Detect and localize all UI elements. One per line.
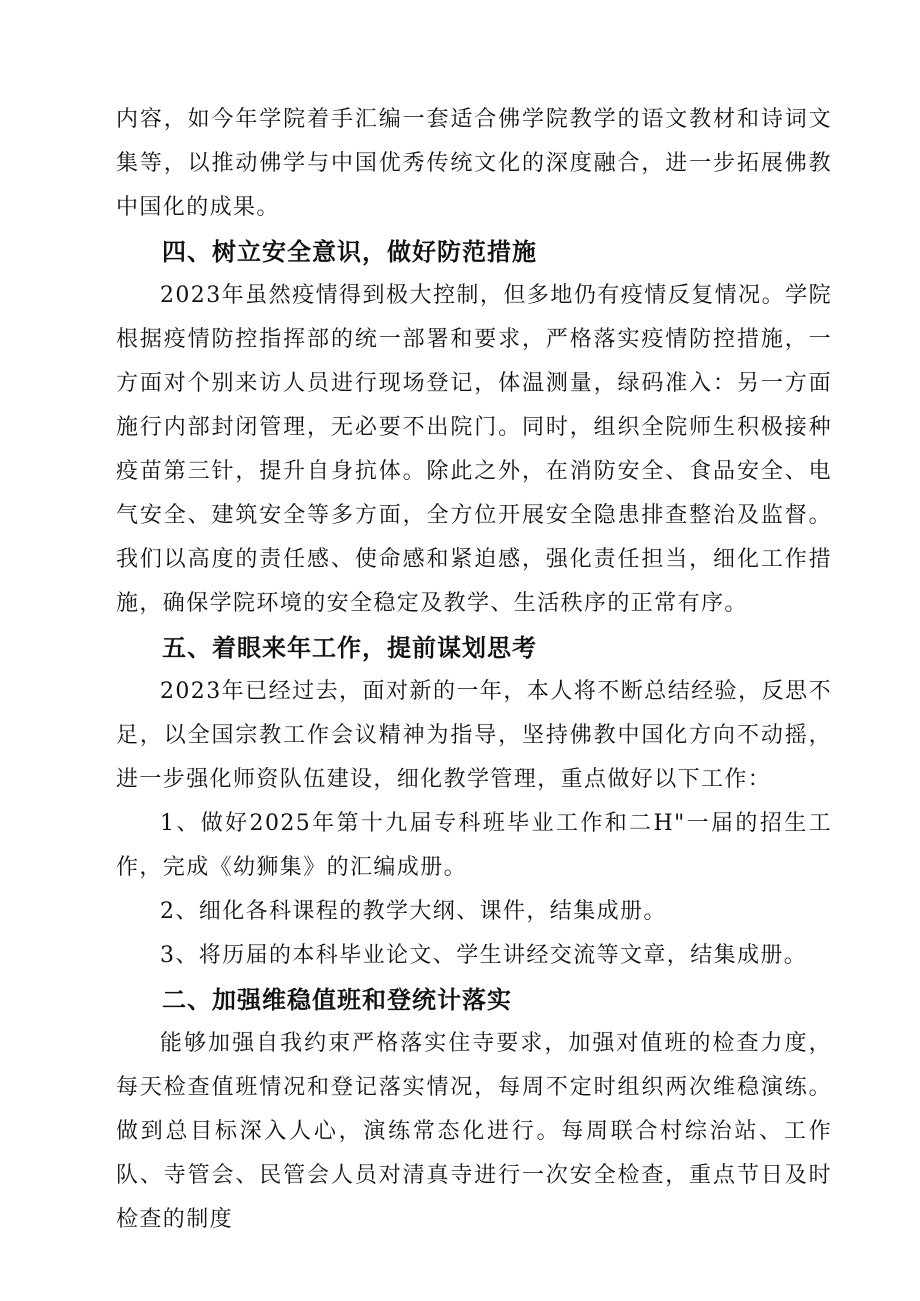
list-item-2: 2、细化各科课程的教学大纲、课件，结集成册。 bbox=[160, 899, 667, 924]
paragraph-next-year: 2023年已经过去，面对新的一年，本人将不断总结经验，反思不足，以全国宗教工作会议精神为指导，坚持佛教中国化方向不动摇，进一步强化师资队伍建设，细化教学管理，重点做好以下工作： bbox=[116, 679, 832, 792]
section-heading-5: 五、着眼来年工作，提前谋划思考 bbox=[162, 634, 537, 662]
document-body bbox=[116, 98, 832, 1242]
list-item-3: 3、将历届的本科毕业论文、学生讲经交流等文章，结集成册。 bbox=[160, 943, 808, 968]
section-heading-2: 二、加强维稳值班和登统计落实 bbox=[162, 986, 512, 1014]
section-heading-4: 四、树立安全意识，做好防范措施 bbox=[162, 238, 537, 266]
paragraph-continued: 内容，如今年学院着手汇编一套适合佛学院教学的语文教材和诗词文集等，以推动佛学与中国优秀传统文化的深度融合，进一步拓展佛教中国化的成果。 bbox=[116, 107, 832, 220]
paragraph-duty: 能够加强自我约束严格落实住寺要求，加强对值班的检查力度，每天检查值班情况和登记落实情况，每周不定时组织两次维稳演练。做到总目标深入人心，演练常态化进行。每周联合村综治站、工作队、寺管会、民管会人员对清真寺进行一次安全检查，重点节日及时检查的制度 bbox=[116, 1031, 832, 1232]
list-item-1: 1、做好2025年第十九届专科班毕业工作和二H"一届的招生工作，完成《幼狮集》的汇编成册。 bbox=[116, 811, 832, 880]
paragraph-safety: 2023年虽然疫情得到极大控制，但多地仍有疫情反复情况。学院根据疫情防控指挥部的统一部署和要求，严格落实疫情防控措施，一方面对个别来访人员进行现场登记，体温测量，绿码准入：另一方面施行内部封闭管理，无必要不出院门。同时，组织全院师生积极接种疫苗第三针，提升自身抗体。除此之外，在消防安全、食品安全、电气安全、建筑安全等多方面，全方位开展安全隐患排查整治及监督。我们以高度的责任感、使命感和紧迫感，强化责任担当，细化工作措施，确保学院环境的安全稳定及教学、生活秩序的正常有序。 bbox=[116, 283, 832, 616]
